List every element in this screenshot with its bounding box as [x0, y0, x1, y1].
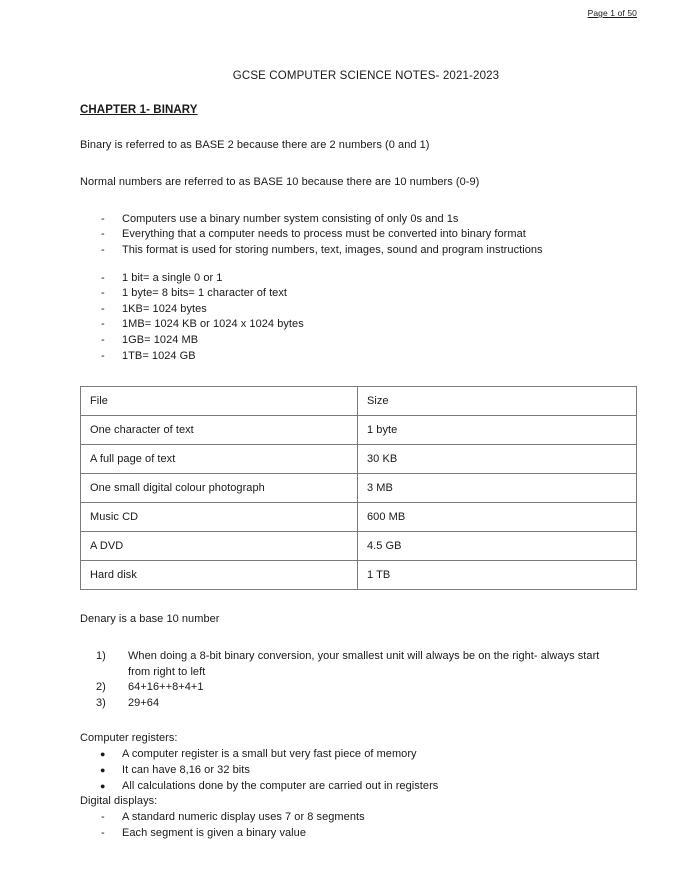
dash-marker: - [101, 318, 105, 331]
document-body [80, 70, 600, 841]
cell-size: 600 MB [358, 503, 637, 532]
cell-file: Music CD [81, 503, 358, 532]
paragraph-denary: Denary is a base 10 number [80, 613, 220, 626]
unit-conversions-list [80, 271, 600, 365]
list-item-text: Each segment is given a binary value [122, 826, 307, 839]
paragraph-binary-base2: Binary is referred to as BASE 2 because there are 2 numbers (0 and 1) [80, 139, 430, 151]
number-marker: 3) [96, 696, 106, 709]
table-row [81, 561, 637, 590]
dash-marker: - [101, 333, 105, 346]
table-row [81, 416, 637, 445]
list-item-text: It can have 8,16 or 32 bits [122, 764, 250, 776]
list-spacer [80, 259, 600, 271]
list-item-text: A standard numeric display uses 7 or 8 segments [122, 811, 365, 824]
cell-file: One small digital colour photograph [81, 474, 358, 503]
dash-marker: - [101, 228, 105, 241]
section-label-digital-displays: Digital displays: [80, 795, 158, 808]
list-item [80, 317, 600, 333]
list-item [80, 271, 600, 287]
list-item-text: A computer register is a small but very fast piece of memory [122, 748, 417, 761]
cell-file: A DVD [81, 532, 358, 561]
list-item [80, 763, 600, 779]
list-item-text: 1KB= 1024 bytes [122, 302, 207, 315]
table-row [81, 445, 637, 474]
dash-marker: - [101, 811, 105, 824]
dash-marker: - [101, 302, 105, 315]
cell-size: 4.5 GB [358, 532, 637, 561]
list-item-text: Everything that a computer needs to process must be converted into binary format [122, 228, 526, 241]
cell-file: A full page of text [81, 445, 358, 474]
column-header-size: Size [358, 387, 637, 416]
list-item-text: 64+16++8+4+1 [128, 681, 204, 694]
list-item [80, 243, 600, 259]
file-size-table [80, 386, 637, 590]
dash-marker: - [101, 243, 105, 256]
list-item-text: When doing a 8-bit binary conversion, your smallest unit will always be on the right- always start from right to left [128, 650, 600, 678]
list-item [80, 349, 600, 365]
computer-registers-list [80, 747, 600, 794]
dash-marker: - [101, 826, 105, 839]
list-item [80, 696, 600, 712]
cell-size: 30 KB [358, 445, 637, 474]
list-item [80, 227, 600, 243]
list-item [80, 779, 600, 795]
list-item [80, 302, 600, 318]
table-row [81, 532, 637, 561]
list-item-text: 1GB= 1024 MB [122, 333, 199, 346]
cell-file: One character of text [81, 416, 358, 445]
table-header-row [81, 387, 637, 416]
list-item [80, 212, 600, 228]
binary-conversion-steps-list [80, 649, 600, 711]
list-item [80, 826, 600, 842]
dash-marker: - [101, 287, 105, 300]
list-item [80, 649, 600, 680]
cell-size: 1 byte [358, 416, 637, 445]
list-item-text: This format is used for storing numbers, text, images, sound and program instructions [122, 243, 543, 256]
list-item-text: All calculations done by the computer are carried out in registers [122, 779, 439, 792]
binary-facts-list [80, 212, 600, 259]
table-row [81, 503, 637, 532]
cell-file: Hard disk [81, 561, 358, 590]
dash-marker: - [101, 349, 105, 362]
list-item [80, 810, 600, 826]
cell-size: 3 MB [358, 474, 637, 503]
cell-size: 1 TB [358, 561, 637, 590]
list-item [80, 747, 600, 763]
chapter-heading: CHAPTER 1- BINARY [80, 104, 198, 116]
list-item-text: 1MB= 1024 KB or 1024 x 1024 bytes [122, 318, 304, 331]
list-item [80, 286, 600, 302]
dash-marker: - [101, 271, 105, 284]
paragraph-normal-base10: Normal numbers are referred to as BASE 10 because there are 10 numbers (0-9) [80, 175, 480, 188]
document-title: GCSE COMPUTER SCIENCE NOTES- 2021-2023 [232, 70, 500, 82]
bullet-marker: ● [100, 749, 106, 760]
list-item-text: 1 byte= 8 bits= 1 character of text [122, 287, 288, 300]
column-header-file: File [81, 387, 358, 416]
digital-displays-list [80, 810, 600, 841]
list-item-text: 29+64 [128, 696, 160, 709]
bullet-marker: ● [100, 780, 106, 791]
list-item-text: 1 bit= a single 0 or 1 [122, 271, 223, 284]
section-spacer [80, 711, 600, 731]
page-number-header: Page 1 of 50 [587, 8, 637, 18]
bullet-marker: ● [100, 765, 106, 775]
list-item [80, 680, 600, 696]
number-marker: 2) [96, 681, 106, 694]
list-item [80, 333, 600, 349]
dash-marker: - [101, 212, 105, 225]
section-label-computer-registers: Computer registers: [80, 732, 178, 745]
table-row [81, 474, 637, 503]
number-marker: 1) [96, 650, 106, 663]
list-item-text: 1TB= 1024 GB [122, 349, 196, 362]
list-item-text: Computers use a binary number system consisting of only 0s and 1s [122, 212, 459, 225]
